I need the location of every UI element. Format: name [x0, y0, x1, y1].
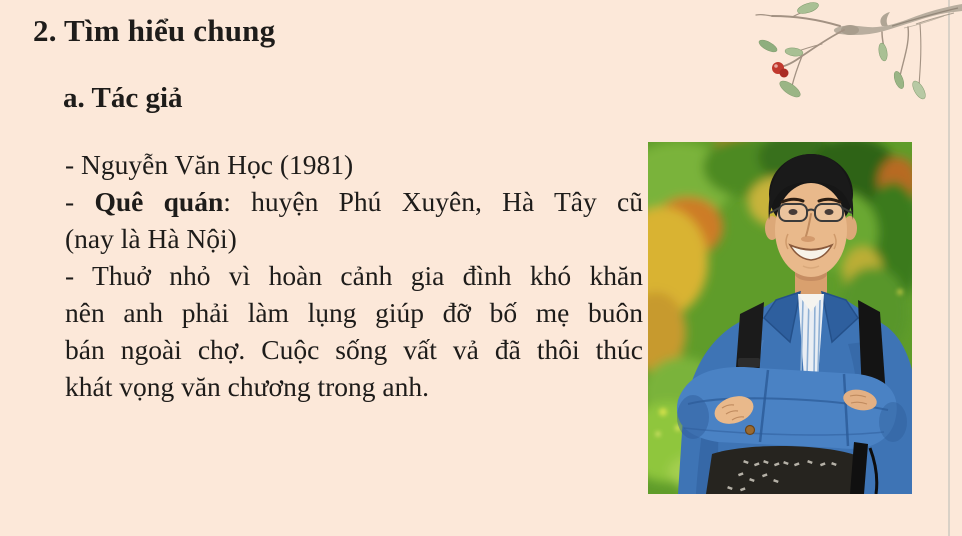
author-info — [65, 146, 643, 405]
text-line — [65, 183, 643, 220]
text-line: - Thuở nhỏ vì hoàn cảnh gia đình khó khăn — [65, 260, 643, 291]
author-photo — [648, 142, 912, 494]
text-line: - Nguyễn Văn Học (1981) — [65, 149, 354, 180]
section-subtitle: a. Tác giả — [63, 82, 183, 114]
line-bold-term: Quê quán — [94, 186, 224, 217]
author-photo-illustration — [648, 142, 912, 494]
berry-icon — [772, 62, 789, 78]
text-line: (nay là Hà Nội) — [65, 223, 237, 254]
page-title: 2. Tìm hiểu chung — [33, 13, 276, 48]
line-rest: : huyện Phú Xuyên, Hà Tây cũ — [223, 186, 643, 217]
branch-limb — [834, 4, 962, 35]
text-line: khát vọng văn chương trong anh. — [65, 371, 429, 402]
text-line: bán ngoài chợ. Cuộc sống vất vả đã thôi thúc — [65, 334, 643, 365]
line-prefix: - — [65, 186, 95, 217]
text-line: nên anh phải làm lụng giúp đỡ bố mẹ buôn — [65, 297, 643, 328]
branch-decoration-icon — [732, 0, 962, 118]
